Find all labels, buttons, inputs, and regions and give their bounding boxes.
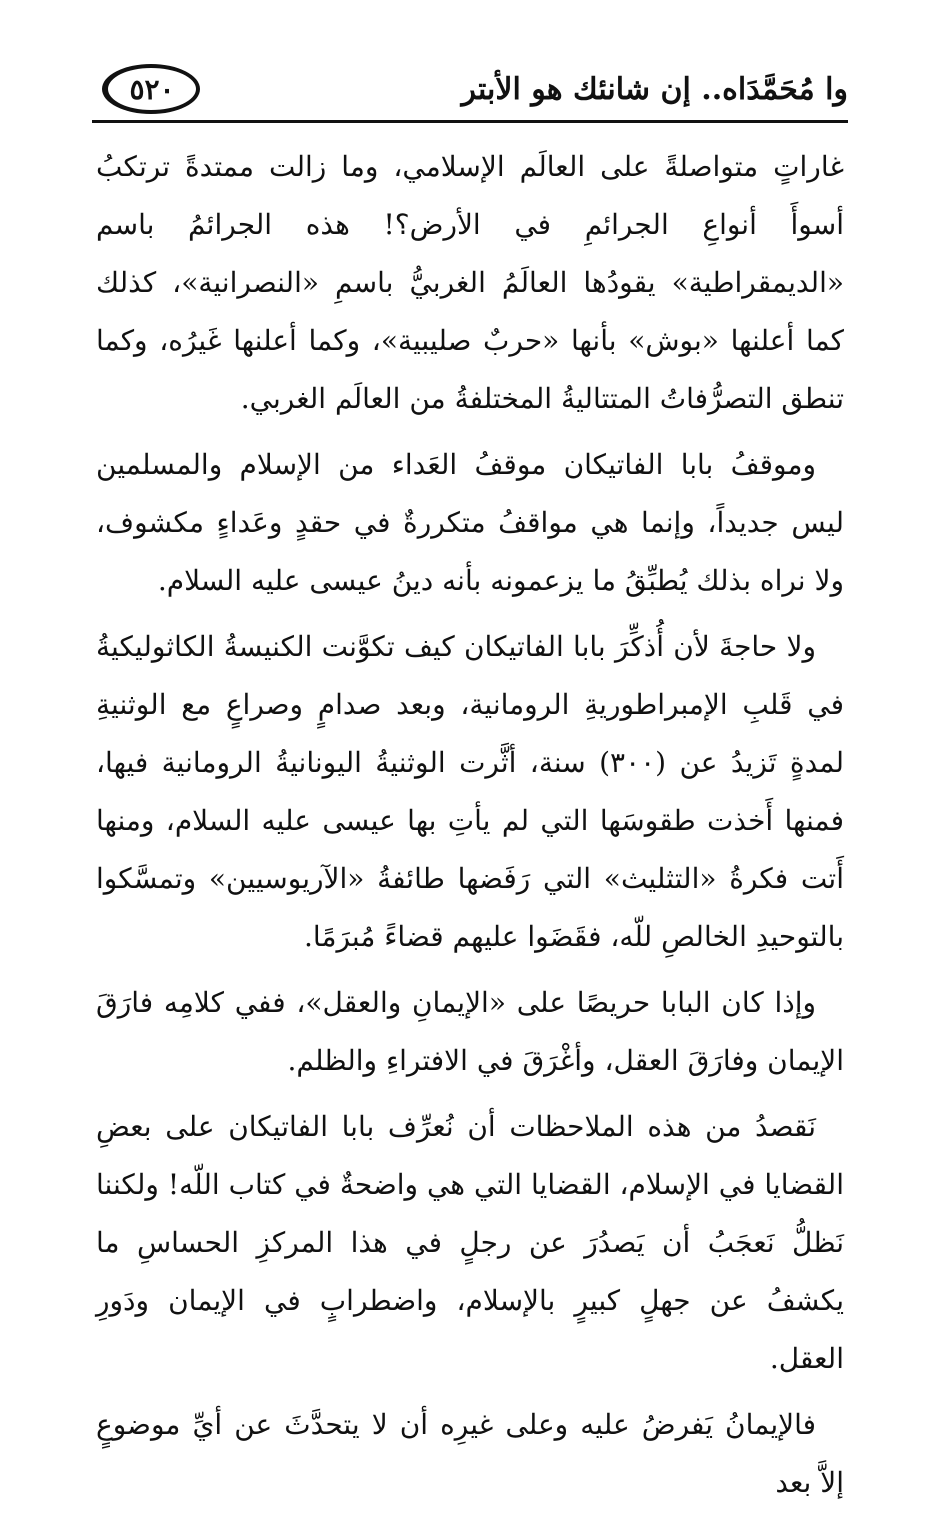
paragraph-5: نَقصدُ من هذه الملاحظات أن نُعرِّف بابا الفاتيكان على بعضِ القضايا في الإسلام، القضايا التي هي واضحةٌ في كتاب اللّه! ولكننا نَظلُّ نَعجَبُ أن يَصدُرَ عن رجلٍ في هذا المركزِ الحساسِ ما يكشفُ عن جهلٍ كبيرٍ بالإسلام، واضطرابٍ في الإيمان ودَورِ العقل. bbox=[96, 1110, 844, 1375]
page-number: ٥٢٠ bbox=[129, 72, 175, 106]
paragraph-1: غاراتٍ متواصلةً على العالَم الإسلامي، وما زالت ممتدةً ترتكبُ أسوأَ أنواعِ الجرائمِ في الأرض؟! هذه الجرائمُ باسم «الديمقراطية» يقودُها العالَمُ الغربيُّ باسمِ «النصرانية»، كذلك كما أعلنها «بوش» بأنها «حربٌ صليبية»، وكما أعلنها غَيرُه، وكما تنطق التصرُّفاتُ المتتاليةُ المختلفةُ من العالَم الغربي. bbox=[96, 150, 844, 415]
paragraph-4: وإذا كان البابا حريصًا على «الإيمانِ والعقل»، ففي كلامِه فارَقَ الإيمان وفارَقَ العقل، وأغْرَقَ في الافتراءِ والظلم. bbox=[96, 986, 844, 1077]
header-rule bbox=[92, 120, 848, 123]
page-body bbox=[96, 138, 844, 1520]
paragraph-3: ولا حاجةَ لأن أُذكِّرَ بابا الفاتيكان كيف تكوَّنت الكنيسةُ الكاثوليكيةُ في قَلبِ الإمبراطوريةِ الرومانية، وبعد صدامٍ وصراعٍ مع الوثنيةِ لمدةٍ تَزيدُ عن (٣٠٠) سنة، أثَّرت الوثنيةُ اليونانيةُ الرومانية فيها، فمنها أَخذت طقوسَها التي لم يأتِ بها عيسى عليه السلام، ومنها أَتت فكرةُ «التثليث» التي رَفَضها طائفةُ «الآريوسيين» وتمسَّكوا بالتوحيدِ الخالصِ للّه، فقَضَوا عليهم قضاءً مُبرَمًا. bbox=[96, 630, 844, 953]
page-number-oval bbox=[102, 64, 200, 114]
paragraph-6: فالإيمانُ يَفرضُ عليه وعلى غيرِه أن لا يتحدَّثَ عن أيِّ موضوعٍ إلاَّ بعد bbox=[96, 1408, 844, 1499]
running-title: وا مُحَمَّدَاه.. إن شانئك هو الأبتر bbox=[461, 72, 848, 107]
page-header bbox=[92, 64, 848, 128]
paragraph-2: وموقفُ بابا الفاتيكان موقفُ العَداء من الإسلام والمسلمين ليس جديداً، وإنما هي مواقفُ متكررةٌ في حقدٍ وعَداءٍ مكشوف، ولا نراه بذلك يُطبِّقُ ما يزعمونه بأنه دينُ عيسى عليه السلام. bbox=[96, 448, 844, 597]
